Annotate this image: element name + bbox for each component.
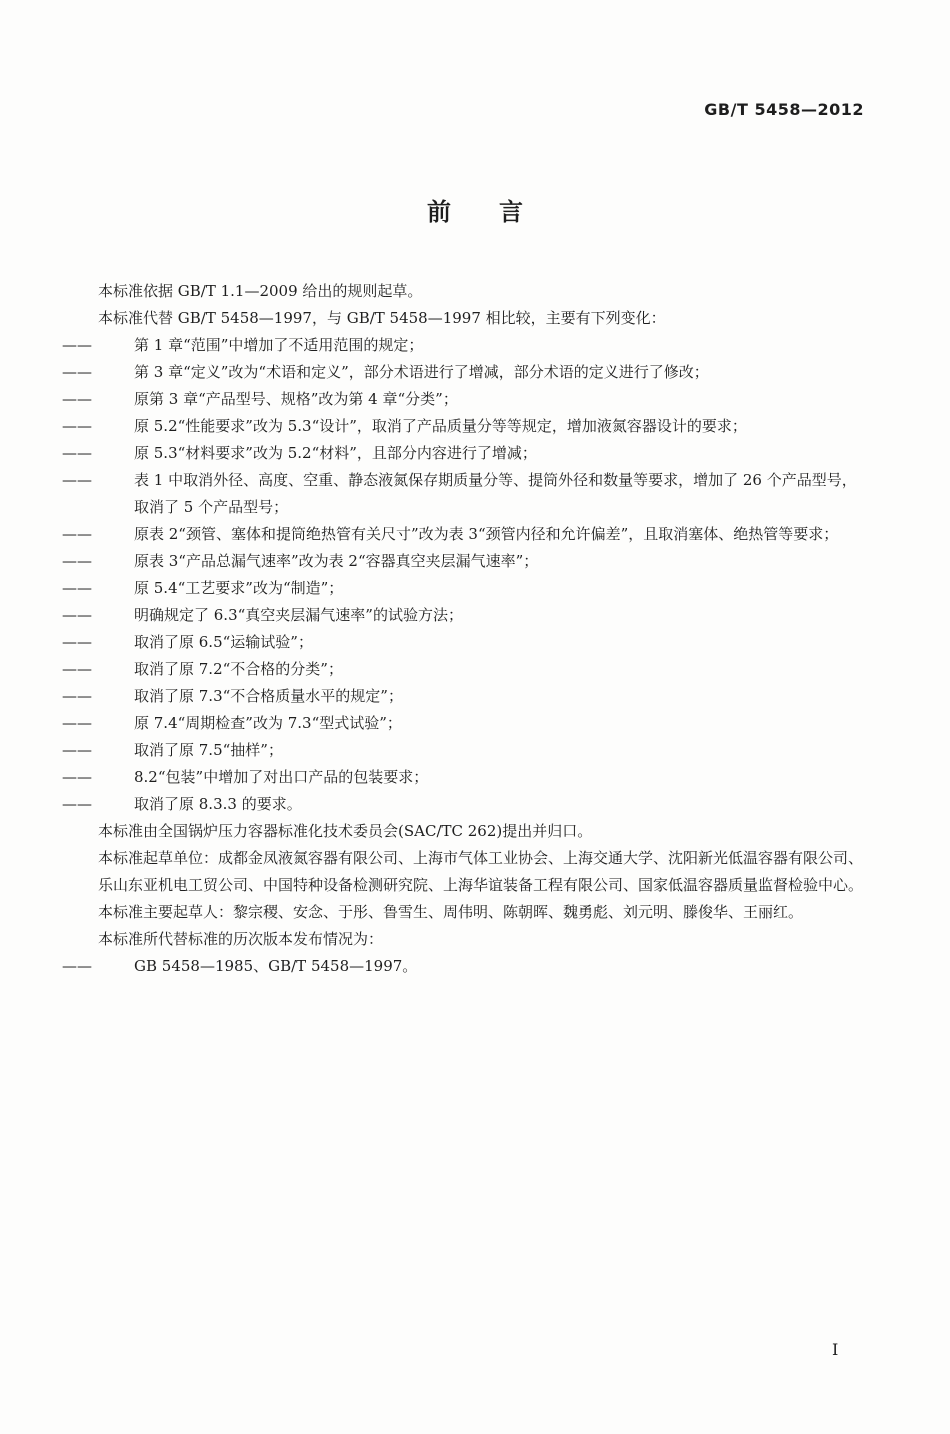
- paragraph-replaces: 本标准代替 GB/T 5458—1997，与 GB/T 5458—1997 相比较，主要有下列变化：: [98, 309, 666, 327]
- list-item: —— 第 1 章“范围”中增加了不适用范围的规定；: [62, 336, 424, 354]
- list-item: —— 取消了原 7.5“抽样”；: [62, 741, 283, 759]
- list-item: —— 原 7.4“周期检查”改为 7.3“型式试验”；: [62, 714, 402, 732]
- standard-number: GB/T 5458—2012: [704, 100, 864, 119]
- foreword-body: [62, 278, 868, 980]
- list-item: —— 原 5.3“材料要求”改为 5.2“材料”，且部分内容进行了增减；: [62, 444, 537, 462]
- list-item: —— 原表 2“颈管、塞体和提筒绝热管有关尺寸”改为表 3“颈管内径和允许偏差”，且取消塞体、绝热管等要求；: [62, 525, 839, 543]
- list-item: —— 明确规定了 6.3“真空夹层漏气速率”的试验方法；: [62, 606, 463, 624]
- list-item: —— 原第 3 章“产品型号、规格”改为第 4 章“分类”；: [62, 390, 458, 408]
- paragraph-history-intro: 本标准所代替标准的历次版本发布情况为：: [98, 930, 384, 948]
- list-item: —— 取消了原 6.5“运输试验”；: [62, 633, 313, 651]
- paragraph-drafting-units: 本标准起草单位：成都金凤液氮容器有限公司、上海市气体工业协会、上海交通大学、沈阳新光低温容器有限公司、乐山东亚机电工贸公司、中国特种设备检测研究院、上海华谊装备工程有限公司、国家低温容器质量监督检验中心。: [98, 849, 864, 894]
- list-item: —— 原表 3“产品总漏气速率”改为表 2“容器真空夹层漏气速率”；: [62, 552, 539, 570]
- list-item: —— 取消了原 8.3.3 的要求。: [62, 795, 302, 813]
- list-item: —— 取消了原 7.2“不合格的分类”；: [62, 660, 343, 678]
- paragraph-proposed-by: 本标准由全国锅炉压力容器标准化技术委员会(SAC/TC 262)提出并归口。: [98, 822, 593, 840]
- page-number: I: [832, 1340, 839, 1359]
- changes-list: [62, 332, 868, 818]
- list-item: —— 原 5.4“工艺要求”改为“制造”；: [62, 579, 344, 597]
- list-item: —— 表 1 中取消外径、高度、空重、静态液氮保存期质量分等、提筒外径和数量等要求，增加了 26 个产品型号，取消了 5 个产品型号；: [62, 471, 857, 516]
- list-item: —— 8.2“包装”中增加了对出口产品的包装要求；: [62, 768, 429, 786]
- paragraph-drafting-rules: 本标准依据 GB/T 1.1—2009 给出的规则起草。: [98, 282, 423, 300]
- list-item: —— 第 3 章“定义”改为“术语和定义”，部分术语进行了增减，部分术语的定义进行了修改；: [62, 363, 709, 381]
- history-item: —— GB 5458—1985、GB/T 5458—1997。: [62, 957, 418, 975]
- page-title: 前言: [427, 198, 571, 226]
- paragraph-drafters: 本标准主要起草人：黎宗稷、安念、于彤、鲁雪生、周伟明、陈朝晖、魏勇彪、刘元明、滕俊华、王丽红。: [98, 903, 804, 921]
- list-item: —— 取消了原 7.3“不合格质量水平的规定”；: [62, 687, 403, 705]
- list-item: —— 原 5.2“性能要求”改为 5.3“设计”，取消了产品质量分等等规定，增加液氮容器设计的要求；: [62, 417, 747, 435]
